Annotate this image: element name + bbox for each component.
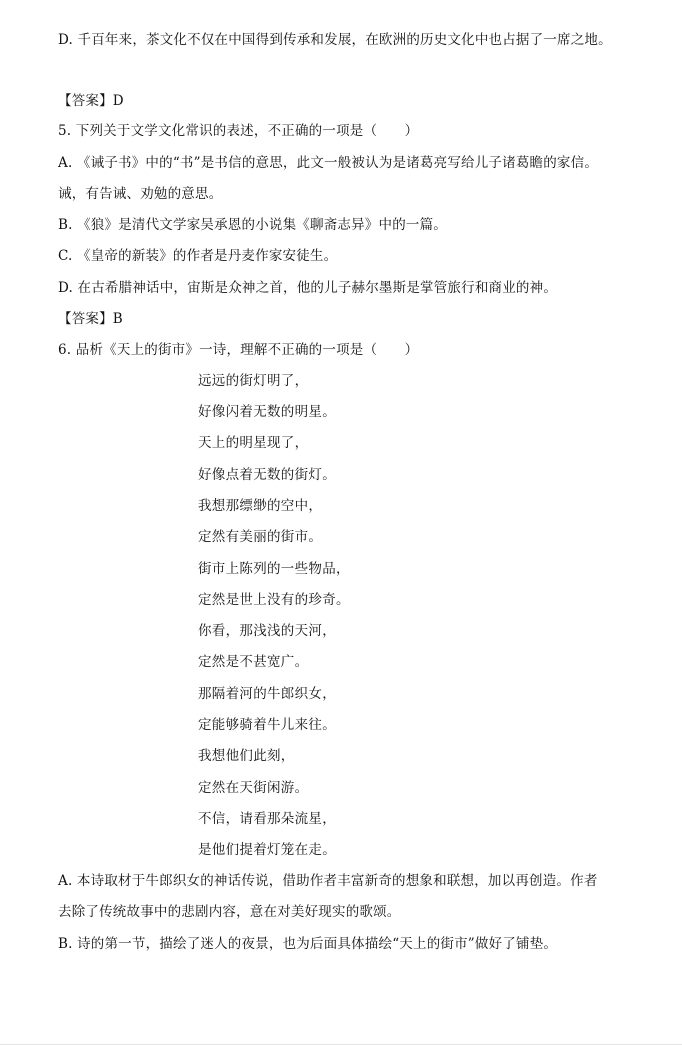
poem-line: 定然是不甚宽广。 — [198, 654, 309, 670]
poem-line: 定然是世上没有的珍奇。 — [198, 592, 350, 608]
q6-option-a-line2: 去除了传统故事中的悲剧内容，意在对美好现实的歌颂。 — [58, 904, 401, 920]
q6-option-a-line1: A. 本诗取材于牛郎织女的神话传说，借助作者丰富新奇的想象和联想，加以再创造。作者 — [58, 873, 598, 889]
poem-line: 不信，请看那朵流星， — [198, 811, 336, 827]
poem-line: 我想他们此刻， — [198, 748, 295, 764]
poem-line: 那隔着河的牛郎织女， — [198, 686, 336, 702]
q5-option-a-line1: A. 《诫子书》中的“书”是书信的意思，此文一般被认为是诸葛亮写给儿子诸葛瞻的家信。 — [58, 155, 599, 171]
q6-stem: 6. 品析《天上的街市》一诗，理解不正确的一项是（ ） — [58, 342, 419, 358]
q5-option-a-line2: 诫，有告诫、劝勉的意思。 — [58, 186, 223, 202]
poem-line: 好像闪着无数的明星。 — [198, 404, 336, 420]
poem-line: 你看，那浅浅的天河， — [198, 623, 336, 639]
poem-line: 是他们提着灯笼在走。 — [198, 842, 336, 858]
q5-option-c: C. 《皇帝的新装》的作者是丹麦作家安徒生。 — [58, 248, 338, 264]
q6-option-b: B. 诗的第一节，描绘了迷人的夜景，也为后面具体描绘“天上的街市”做好了铺垫。 — [58, 936, 558, 952]
q5-option-d: D. 在古希腊神话中，宙斯是众神之首，他的儿子赫尔墨斯是掌管旅行和商业的神。 — [58, 280, 558, 296]
poem-line: 定然在天街闲游。 — [198, 780, 309, 796]
q5-answer: 【答案】B — [58, 311, 123, 327]
q4-answer: 【答案】D — [58, 93, 124, 109]
poem-line: 我想那缥缈的空中， — [198, 498, 323, 514]
page-bottom-edge — [0, 1044, 682, 1045]
poem-line: 远远的街灯明了， — [198, 373, 309, 389]
q4-option-d: D. 千百年来，茶文化不仅在中国得到传承和发展，在欧洲的历史文化中也占据了一席之地。 — [58, 32, 612, 48]
poem-line: 定能够骑着牛儿来往。 — [198, 717, 336, 733]
q5-stem: 5. 下列关于文学文化常识的表述，不正确的一项是（ ） — [58, 123, 419, 139]
poem-line: 街市上陈列的一些物品， — [198, 561, 350, 577]
poem-line: 定然有美丽的街市。 — [198, 529, 323, 545]
poem-line: 好像点着无数的街灯。 — [198, 467, 336, 483]
q5-option-b: B. 《狼》是清代文学家吴承恩的小说集《聊斋志异》中的一篇。 — [58, 217, 448, 233]
poem-line: 天上的明星现了， — [198, 435, 309, 451]
